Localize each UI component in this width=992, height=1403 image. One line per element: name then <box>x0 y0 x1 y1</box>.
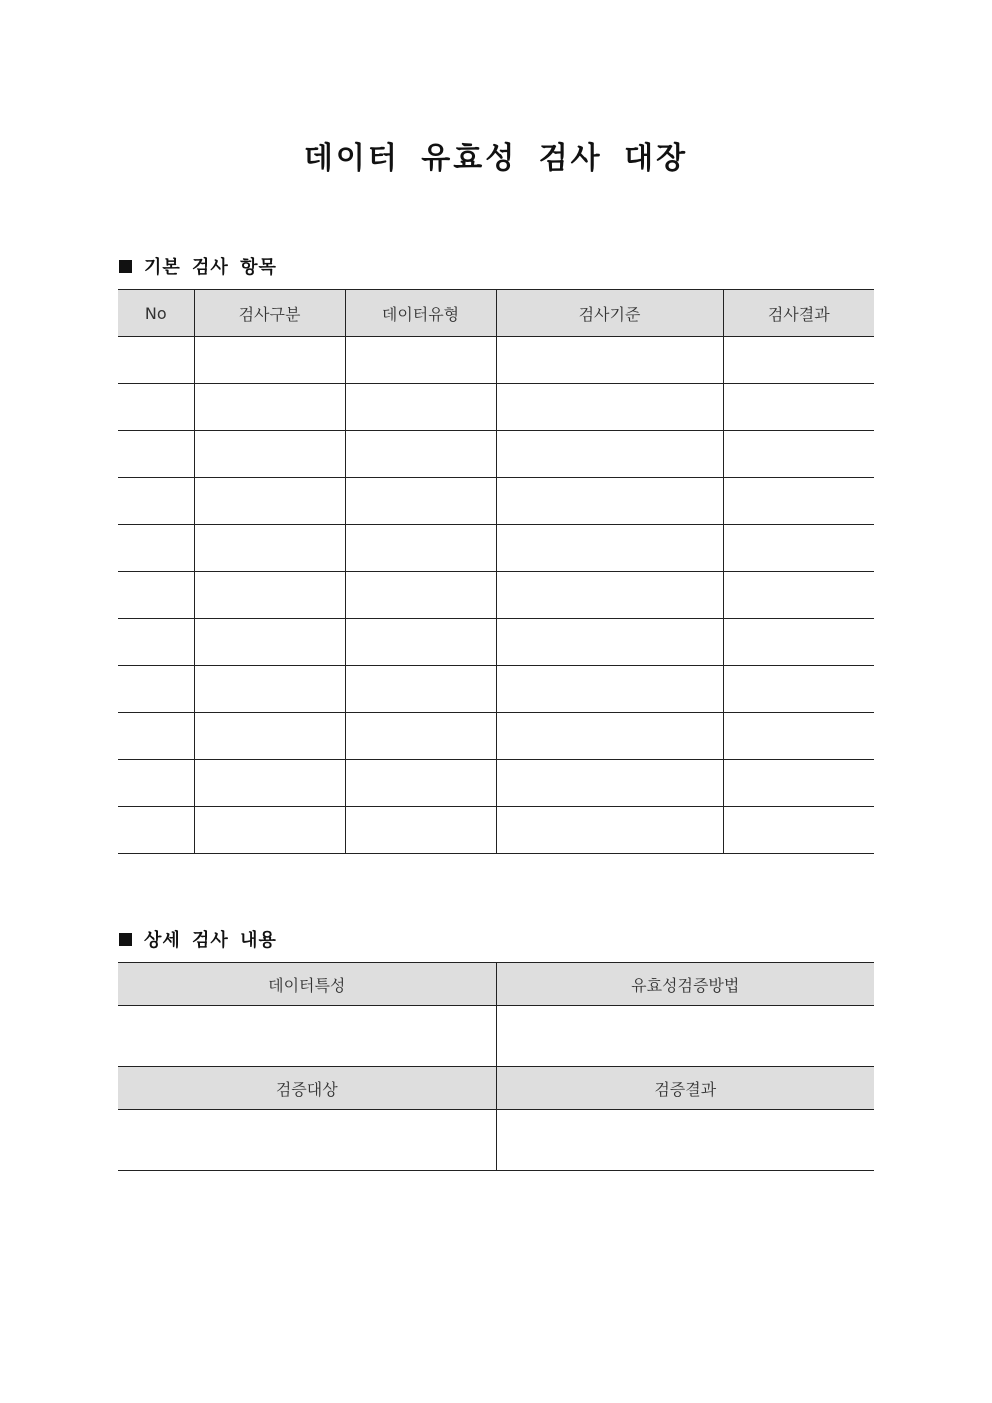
table-row <box>118 572 874 619</box>
table-row <box>118 384 874 431</box>
result-cell[interactable] <box>723 572 874 619</box>
validation-method-label: 유효성검증방법 <box>496 963 874 1006</box>
criteria-cell[interactable] <box>496 572 723 619</box>
table-row <box>118 619 874 666</box>
criteria-cell[interactable] <box>496 760 723 807</box>
data-type-cell[interactable] <box>345 337 496 384</box>
basic-section-heading <box>119 253 277 279</box>
no-cell[interactable] <box>118 478 194 525</box>
detail-value-row <box>118 1006 874 1067</box>
no-cell[interactable] <box>118 572 194 619</box>
criteria-cell[interactable] <box>496 666 723 713</box>
page-title: 데이터 유효성 검사 대장 <box>303 141 689 176</box>
result-cell[interactable] <box>723 525 874 572</box>
result-cell[interactable] <box>723 713 874 760</box>
data-type-cell[interactable] <box>345 713 496 760</box>
criteria-cell[interactable] <box>496 525 723 572</box>
detail-header-row <box>118 963 874 1006</box>
data-type-cell[interactable] <box>345 619 496 666</box>
category-cell[interactable] <box>194 337 345 384</box>
table-row <box>118 431 874 478</box>
no-cell[interactable] <box>118 431 194 478</box>
data-type-cell[interactable] <box>345 431 496 478</box>
result-cell[interactable] <box>723 337 874 384</box>
validation-target-label: 검증대상 <box>118 1067 496 1110</box>
data-characteristics-label: 데이터특성 <box>118 963 496 1006</box>
criteria-cell[interactable] <box>496 619 723 666</box>
category-cell[interactable] <box>194 713 345 760</box>
no-cell[interactable] <box>118 666 194 713</box>
category-cell[interactable] <box>194 384 345 431</box>
column-header-category: 검사구분 <box>194 290 345 337</box>
no-cell[interactable] <box>118 807 194 854</box>
validation-result-label: 검증결과 <box>496 1067 874 1110</box>
square-bullet-icon <box>119 260 132 273</box>
result-cell[interactable] <box>723 478 874 525</box>
category-cell[interactable] <box>194 807 345 854</box>
basic-inspection-table <box>118 289 874 854</box>
detail-value-row <box>118 1110 874 1171</box>
data-characteristics-cell[interactable] <box>118 1006 496 1067</box>
category-cell[interactable] <box>194 431 345 478</box>
data-type-cell[interactable] <box>345 384 496 431</box>
result-cell[interactable] <box>723 807 874 854</box>
table-row <box>118 807 874 854</box>
no-cell[interactable] <box>118 337 194 384</box>
category-cell[interactable] <box>194 525 345 572</box>
criteria-cell[interactable] <box>496 337 723 384</box>
column-header-data-type: 데이터유형 <box>345 290 496 337</box>
category-cell[interactable] <box>194 478 345 525</box>
table-header-row <box>118 290 874 337</box>
category-cell[interactable] <box>194 760 345 807</box>
column-header-no: No <box>118 290 194 337</box>
category-cell[interactable] <box>194 619 345 666</box>
table-row <box>118 666 874 713</box>
table-row <box>118 337 874 384</box>
no-cell[interactable] <box>118 619 194 666</box>
criteria-cell[interactable] <box>496 431 723 478</box>
data-type-cell[interactable] <box>345 807 496 854</box>
column-header-result: 검사결과 <box>723 290 874 337</box>
square-bullet-icon <box>119 933 132 946</box>
criteria-cell[interactable] <box>496 807 723 854</box>
data-type-cell[interactable] <box>345 760 496 807</box>
category-cell[interactable] <box>194 666 345 713</box>
table-row <box>118 760 874 807</box>
validation-method-cell[interactable] <box>496 1006 874 1067</box>
result-cell[interactable] <box>723 431 874 478</box>
result-cell[interactable] <box>723 666 874 713</box>
criteria-cell[interactable] <box>496 713 723 760</box>
result-cell[interactable] <box>723 619 874 666</box>
data-type-cell[interactable] <box>345 478 496 525</box>
table-row <box>118 525 874 572</box>
no-cell[interactable] <box>118 384 194 431</box>
detail-section-heading <box>119 926 277 952</box>
no-cell[interactable] <box>118 760 194 807</box>
data-type-cell[interactable] <box>345 666 496 713</box>
table-row <box>118 713 874 760</box>
validation-result-cell[interactable] <box>496 1110 874 1171</box>
column-header-criteria: 검사기준 <box>496 290 723 337</box>
criteria-cell[interactable] <box>496 478 723 525</box>
category-cell[interactable] <box>194 572 345 619</box>
basic-section-heading-text: 기본 검사 항목 <box>144 257 277 278</box>
result-cell[interactable] <box>723 384 874 431</box>
detail-inspection-table <box>118 962 874 1171</box>
table-row <box>118 478 874 525</box>
criteria-cell[interactable] <box>496 384 723 431</box>
detail-section-heading-text: 상세 검사 내용 <box>144 930 277 951</box>
validation-target-cell[interactable] <box>118 1110 496 1171</box>
no-cell[interactable] <box>118 525 194 572</box>
detail-header-row <box>118 1067 874 1110</box>
result-cell[interactable] <box>723 760 874 807</box>
data-type-cell[interactable] <box>345 525 496 572</box>
data-type-cell[interactable] <box>345 572 496 619</box>
no-cell[interactable] <box>118 713 194 760</box>
